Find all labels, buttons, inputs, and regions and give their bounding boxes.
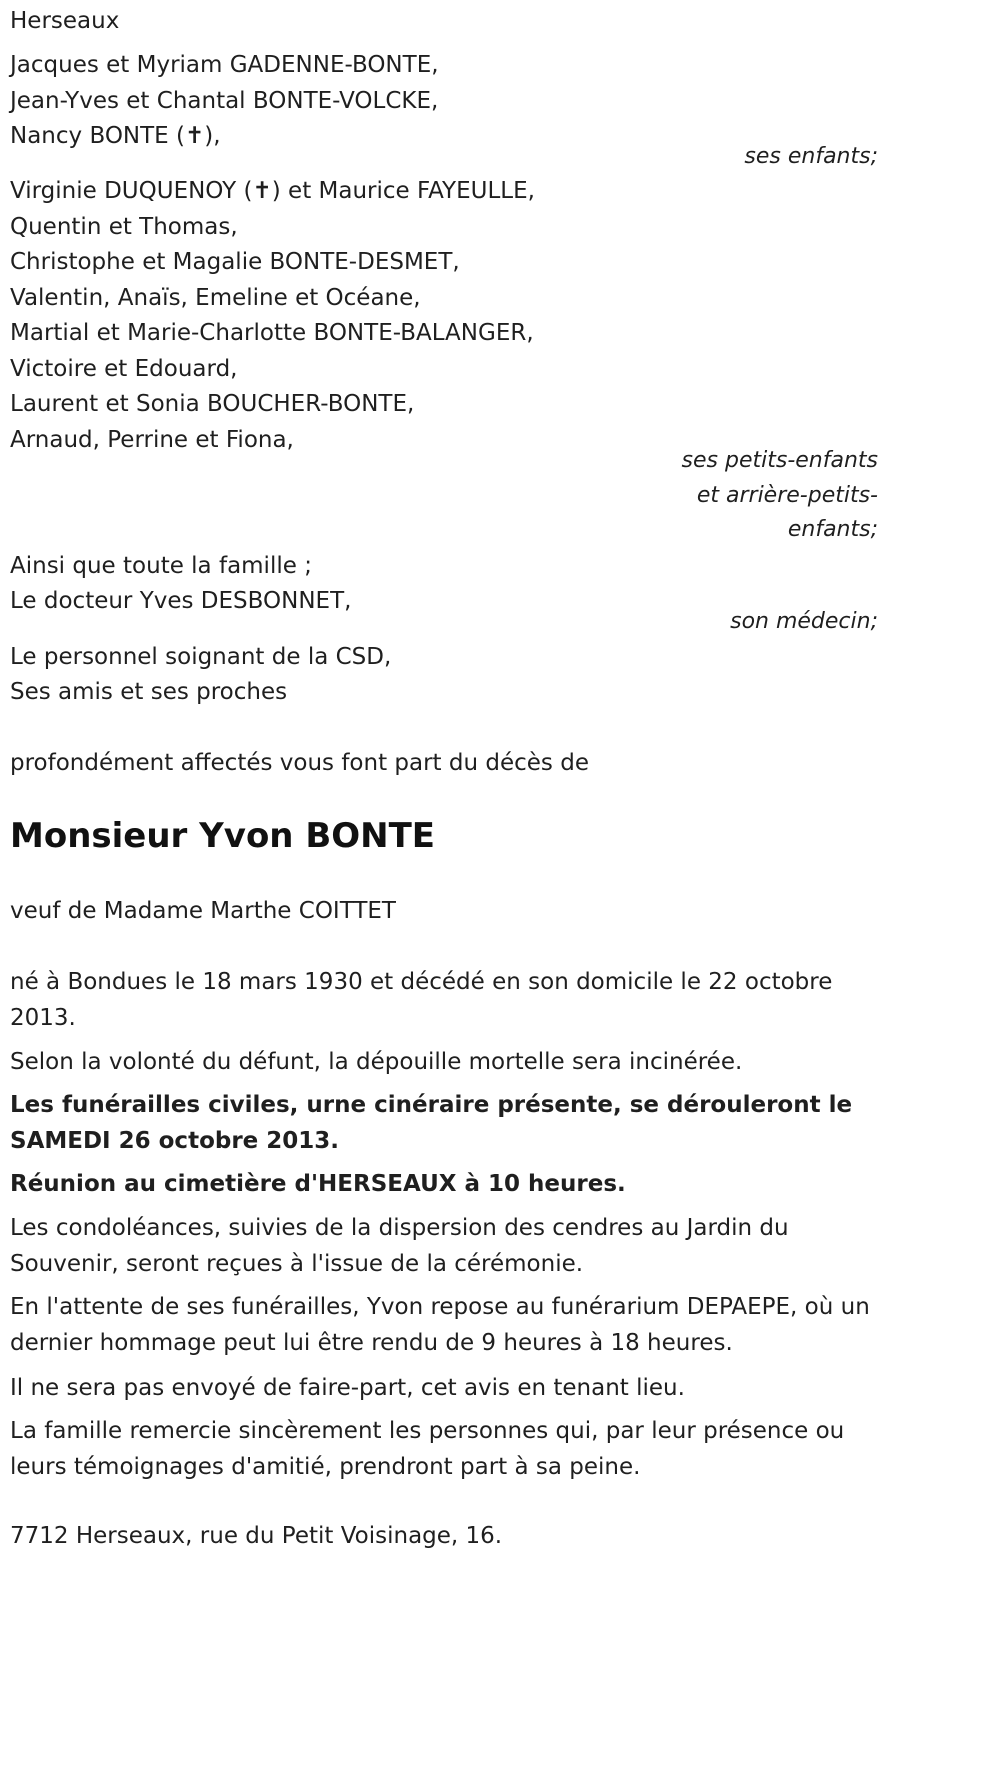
grandchildren-block bbox=[10, 174, 878, 458]
funeral-paragraph: Les funérailles civiles, urne cinéraire présente, se dérouleront le SAMEDI 26 octobre 2013. bbox=[10, 1092, 853, 1154]
friends-line: Ses amis et ses proches bbox=[10, 679, 288, 705]
children-role: ses enfants; bbox=[744, 144, 878, 169]
children-block bbox=[10, 48, 878, 155]
funerarium-paragraph: En l'attente de ses funérailles, Yvon repose au funérarium DEPAEPE, où un dernier hommage peut lui être rendu de 9 heures à 18 heures. bbox=[10, 1294, 870, 1356]
thanks-paragraph: La famille remercie sincèrement les personnes qui, par leur présence ou leurs témoignages d'amitié, prendront part à sa peine. bbox=[10, 1418, 845, 1480]
condolences-paragraph: Les condoléances, suivies de la dispersion des cendres au Jardin du Souvenir, seront reçues à l'issue de la cérémonie. bbox=[10, 1215, 789, 1277]
deceased-name: Monsieur Yvon BONTE bbox=[10, 816, 436, 856]
role-line: enfants; bbox=[787, 517, 878, 542]
child-line: Jacques et Myriam GADENNE-BONTE, bbox=[10, 52, 439, 78]
child-line: Jean-Yves et Chantal BONTE-VOLCKE, bbox=[10, 87, 439, 114]
doctor-line: Le docteur Yves DESBONNET, bbox=[10, 588, 352, 614]
grandchild-line: Quentin et Thomas, bbox=[10, 213, 238, 240]
grandchild-line: Martial et Marie-Charlotte BONTE-BALANGER, bbox=[10, 320, 534, 346]
grandchild-line: Christophe et Magalie BONTE-DESMET, bbox=[10, 249, 460, 275]
no-card-paragraph: Il ne sera pas envoyé de faire-part, cet avis en tenant lieu. bbox=[10, 1375, 685, 1401]
cremation-paragraph: Selon la volonté du défunt, la dépouille mortelle sera incinérée. bbox=[10, 1049, 743, 1075]
role-line: et arrière-petits- bbox=[696, 482, 878, 508]
announcement-line: profondément affectés vous font part du décès de bbox=[10, 750, 589, 776]
staff-line: Le personnel soignant de la CSD, bbox=[10, 644, 392, 670]
grandchildren-role bbox=[10, 444, 878, 548]
grandchild-line: Valentin, Anaïs, Emeline et Océane, bbox=[10, 284, 421, 311]
grandchild-line: Laurent et Sonia BOUCHER-BONTE, bbox=[10, 391, 415, 417]
address-line: 7712 Herseaux, rue du Petit Voisinage, 16. bbox=[10, 1523, 503, 1549]
doctor-role: son médecin; bbox=[730, 609, 878, 634]
child-line: Nancy BONTE (✝), bbox=[10, 123, 221, 149]
family-line: Ainsi que toute la famille ; bbox=[10, 553, 312, 579]
widower-line: veuf de Madame Marthe COITTET bbox=[10, 898, 396, 924]
grandchild-line: Victoire et Edouard, bbox=[10, 355, 238, 382]
grandchild-line: Arnaud, Perrine et Fiona, bbox=[10, 426, 294, 453]
location: Herseaux bbox=[10, 8, 120, 34]
birth-death-paragraph: né à Bondues le 18 mars 1930 et décédé en son domicile le 22 octobre 2013. bbox=[10, 969, 833, 1031]
role-line: ses petits-enfants bbox=[681, 448, 878, 473]
meeting-paragraph: Réunion au cimetière d'HERSEAUX à 10 heures. bbox=[10, 1171, 626, 1197]
grandchild-line: Virginie DUQUENOY (✝) et Maurice FAYEULLE, bbox=[10, 178, 535, 204]
